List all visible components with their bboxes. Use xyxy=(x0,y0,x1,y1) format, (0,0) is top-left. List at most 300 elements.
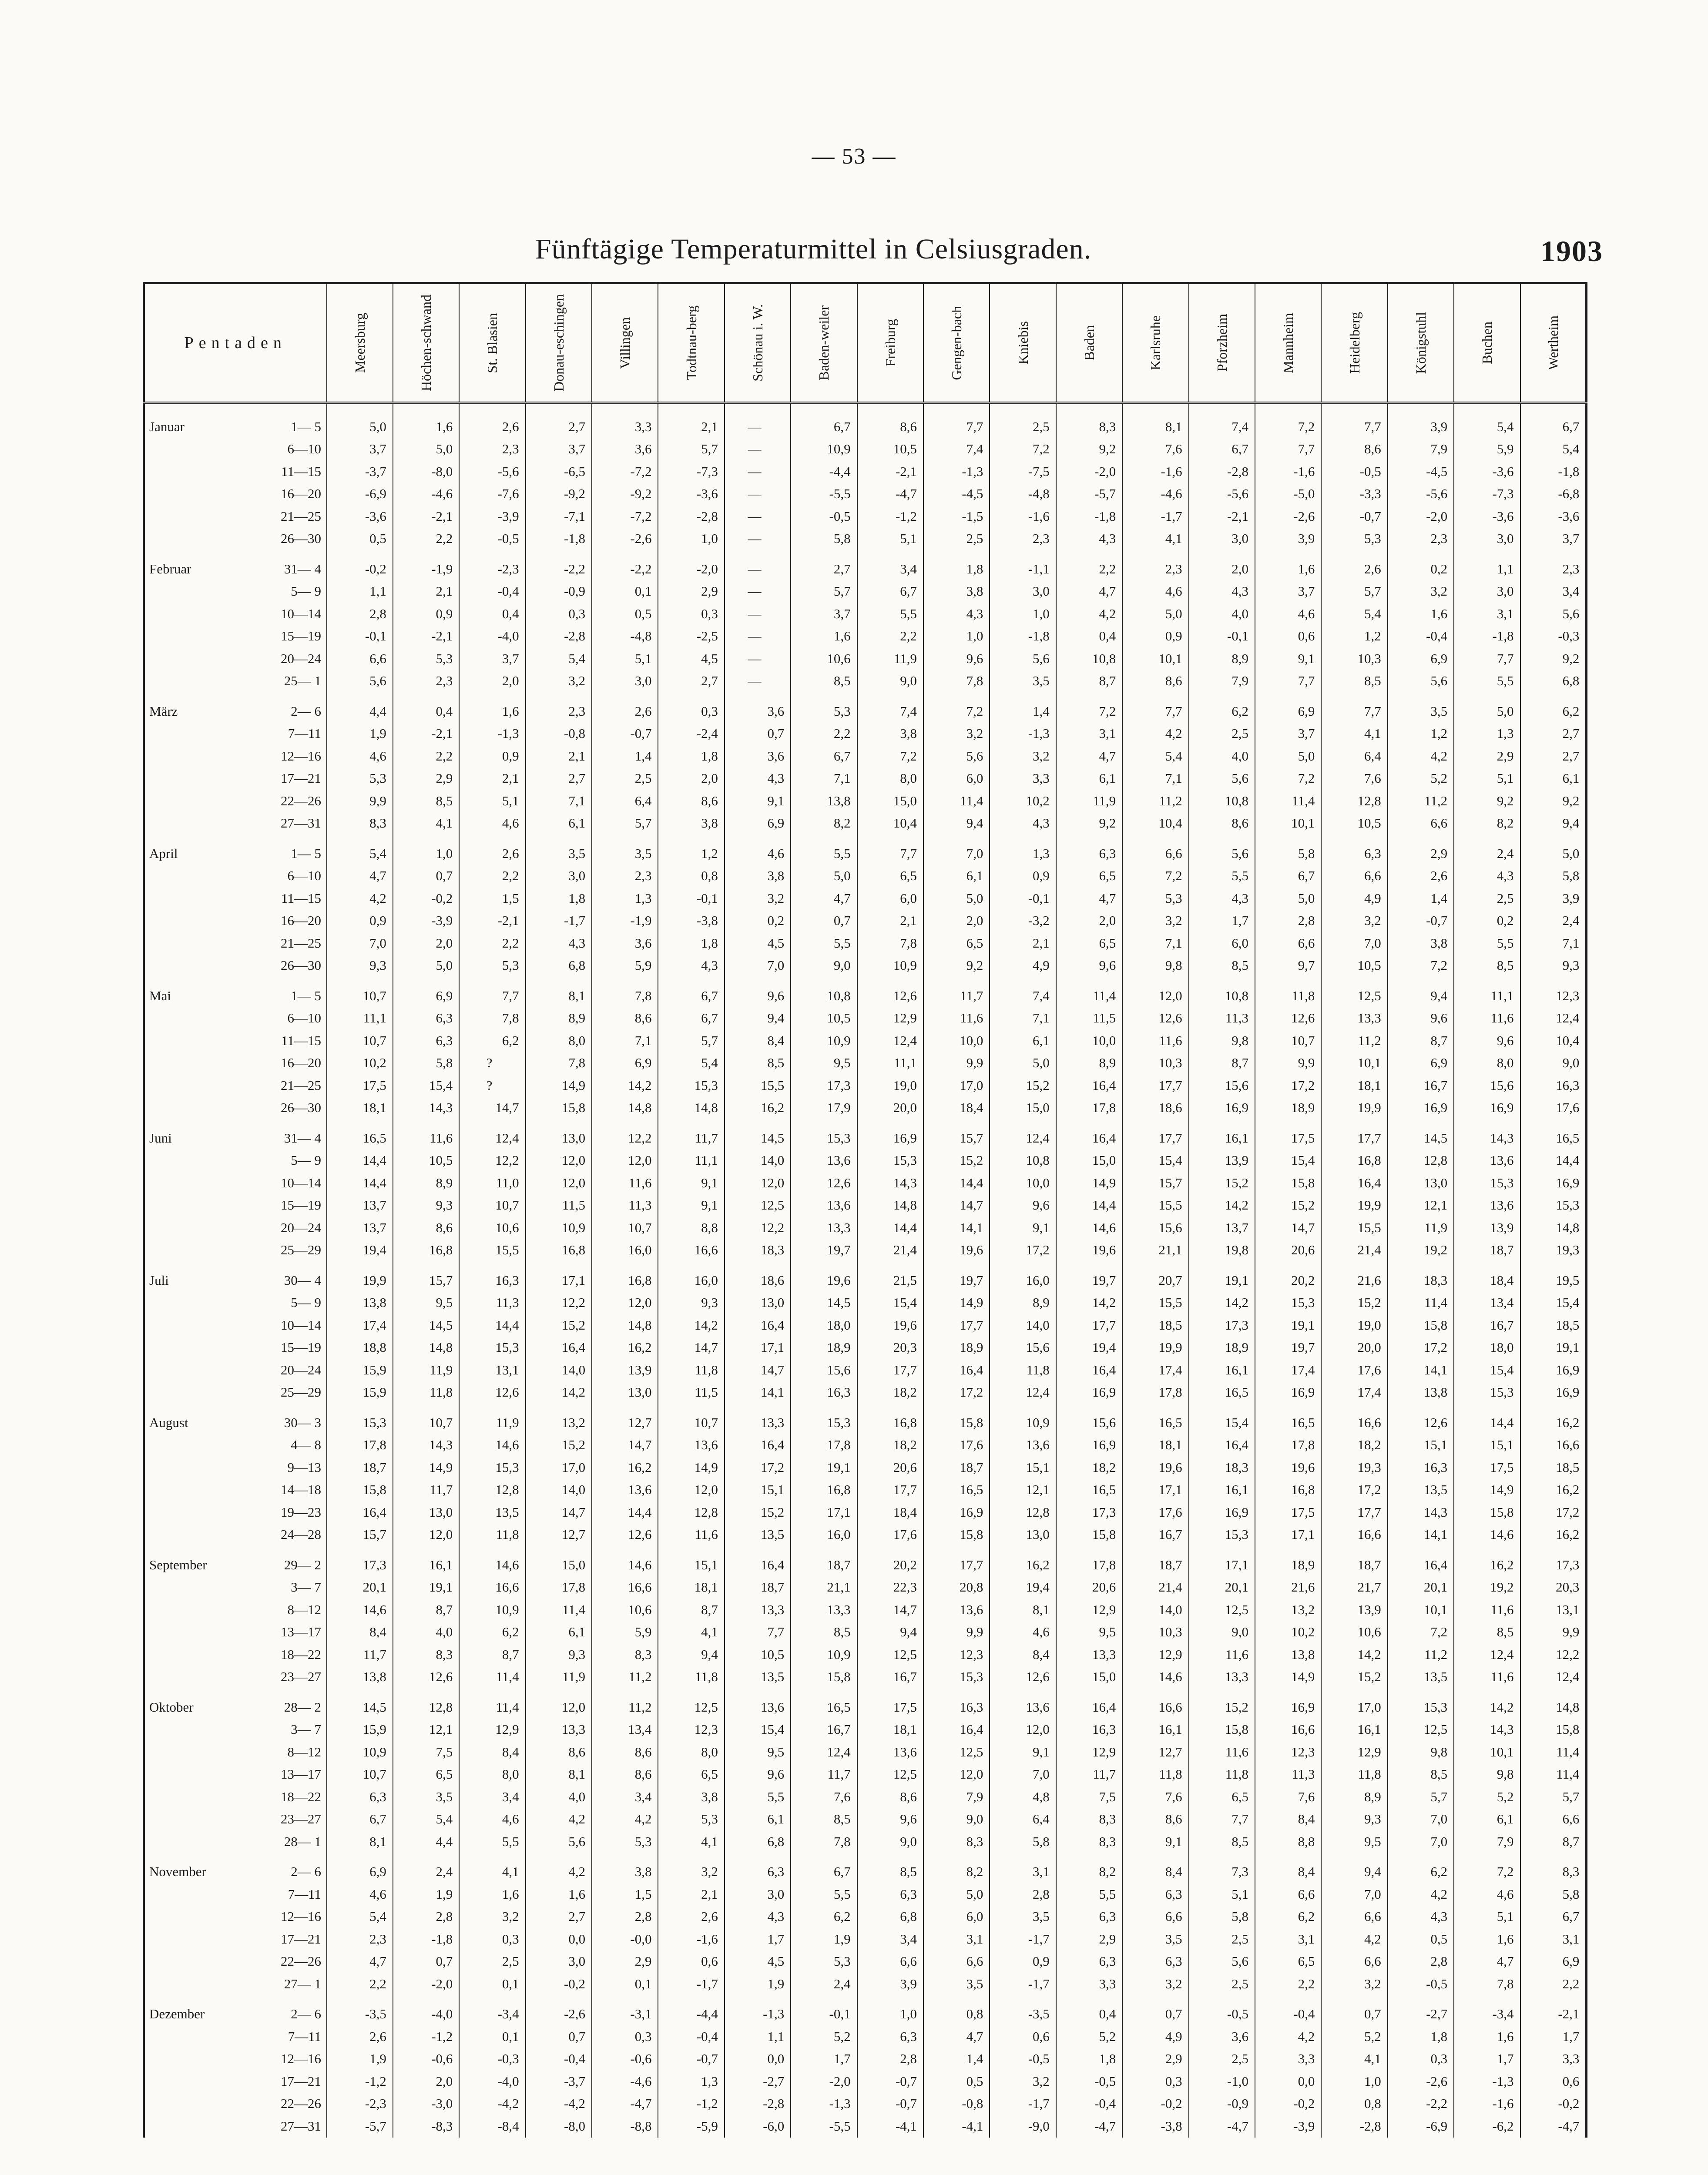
temperature-value: -4,5 xyxy=(923,483,990,506)
temperature-value: 7,0 xyxy=(1321,1883,1387,1906)
temperature-value: -5,6 xyxy=(1388,483,1454,506)
temperature-value: 11,6 xyxy=(923,1007,990,1030)
temperature-value: 15,5 xyxy=(1321,1217,1387,1239)
temperature-value: -2,1 xyxy=(393,625,459,648)
temperature-value: 15,9 xyxy=(327,1719,393,1741)
temperature-value: 5,6 xyxy=(1189,1950,1255,1973)
temperature-value: -7,2 xyxy=(592,460,658,483)
temperature-value: -2,1 xyxy=(1189,505,1255,528)
temperature-value: 9,5 xyxy=(725,1741,791,1763)
temperature-value: 7,8 xyxy=(592,985,658,1007)
table-row xyxy=(144,1456,1587,1479)
temperature-value: 6,8 xyxy=(526,955,592,977)
temperature-value: 15,0 xyxy=(1056,1149,1122,1172)
temperature-value: 2,5 xyxy=(1189,723,1255,745)
temperature-value: 0,5 xyxy=(923,2070,990,2093)
pentade-range: 18—22 xyxy=(281,1646,321,1662)
temperature-value: 15,6 xyxy=(1189,1074,1255,1097)
temperature-value: 12,6 xyxy=(857,985,923,1007)
temperature-value: 16,8 xyxy=(857,1411,923,1434)
temperature-value: 6,9 xyxy=(1388,647,1454,670)
temperature-value: 4,3 xyxy=(1454,865,1520,888)
table-row xyxy=(144,1337,1587,1359)
pentade-range: 30— 4 xyxy=(284,1272,321,1288)
temperature-value: -4,7 xyxy=(592,2093,658,2115)
pentade-cell xyxy=(144,1359,327,1381)
month-label: September xyxy=(149,1557,207,1572)
temperature-value: 4,1 xyxy=(1122,528,1188,550)
temperature-value: 6,7 xyxy=(791,745,857,767)
temperature-value: 18,0 xyxy=(1454,1337,1520,1359)
temperature-value: 16,0 xyxy=(658,1269,724,1292)
temperature-value: 6,6 xyxy=(1255,1883,1321,1906)
pentade-cell xyxy=(144,1554,327,1576)
temperature-value: 5,5 xyxy=(1056,1883,1122,1906)
temperature-value: 15,8 xyxy=(923,1524,990,1546)
temperature-value: 12,8 xyxy=(1321,790,1387,812)
temperature-value: 9,6 xyxy=(923,647,990,670)
temperature-value: 3,1 xyxy=(1056,723,1122,745)
temperature-value: -6,8 xyxy=(1520,483,1587,506)
temperature-value: 1,8 xyxy=(526,887,592,910)
table-row xyxy=(144,1786,1587,1808)
temperature-value: 12,0 xyxy=(393,1524,459,1546)
temperature-value: 11,2 xyxy=(592,1696,658,1719)
temperature-value: 0,5 xyxy=(327,528,393,550)
table-row xyxy=(144,1269,1587,1292)
temperature-value: 8,6 xyxy=(857,416,923,438)
temperature-value: 9,3 xyxy=(526,1643,592,1666)
temperature-value: 10,5 xyxy=(725,1643,791,1666)
temperature-value: 6,3 xyxy=(393,1007,459,1030)
temperature-value: 14,5 xyxy=(725,1127,791,1149)
temperature-value: 13,0 xyxy=(526,1127,592,1149)
temperature-value: 2,1 xyxy=(393,580,459,603)
pentade-cell xyxy=(144,1883,327,1906)
temperature-value: 16,5 xyxy=(1189,1381,1255,1404)
pentade-range: 26—30 xyxy=(281,1100,321,1116)
temperature-value: 14,2 xyxy=(1056,1292,1122,1314)
temperature-value: 16,9 xyxy=(1520,1381,1587,1404)
pentade-range: 26—30 xyxy=(281,531,321,546)
temperature-value: 14,1 xyxy=(1388,1524,1454,1546)
temperature-value: 12,0 xyxy=(1122,985,1188,1007)
temperature-value: 17,2 xyxy=(1520,1501,1587,1524)
temperature-value: 11,1 xyxy=(327,1007,393,1030)
temperature-value: 16,9 xyxy=(1520,1359,1587,1381)
pentade-cell xyxy=(144,1127,327,1149)
temperature-value: 15,4 xyxy=(725,1719,791,1741)
temperature-value: 14,4 xyxy=(459,1314,525,1337)
pentade-range: 6—10 xyxy=(287,1010,321,1026)
temperature-value: 12,1 xyxy=(393,1719,459,1741)
temperature-value: 5,4 xyxy=(1122,745,1188,767)
temperature-value: -2,8 xyxy=(526,625,592,648)
temperature-value: 8,5 xyxy=(1388,1763,1454,1786)
temperature-value: 6,7 xyxy=(1189,438,1255,461)
temperature-value: 4,6 xyxy=(459,1808,525,1831)
temperature-value: 5,0 xyxy=(1122,603,1188,625)
station-name: Meersburg xyxy=(352,312,368,373)
table-row xyxy=(144,528,1587,550)
pentade-cell xyxy=(144,700,327,723)
temperature-value: 3,5 xyxy=(1122,1928,1188,1950)
temperature-value: 3,7 xyxy=(1255,723,1321,745)
temperature-value: 15,2 xyxy=(725,1501,791,1524)
temperature-value: 18,6 xyxy=(1122,1097,1188,1119)
temperature-value: 7,8 xyxy=(791,1830,857,1853)
temperature-value: 12,9 xyxy=(1056,1741,1122,1763)
pentade-cell xyxy=(144,1928,327,1950)
temperature-value: 7,8 xyxy=(923,670,990,693)
temperature-value: 11,7 xyxy=(658,1127,724,1149)
temperature-value: 18,3 xyxy=(1189,1456,1255,1479)
temperature-value: 10,5 xyxy=(1321,812,1387,835)
table-row xyxy=(144,1621,1587,1644)
temperature-value: 8,7 xyxy=(1056,670,1122,693)
temperature-value: 7,6 xyxy=(1255,1786,1321,1808)
temperature-value: -5,9 xyxy=(658,2115,724,2138)
temperature-value: 16,4 xyxy=(1388,1554,1454,1576)
temperature-value: 16,1 xyxy=(1189,1359,1255,1381)
temperature-value: 13,8 xyxy=(1255,1643,1321,1666)
temperature-value: 15,4 xyxy=(393,1074,459,1097)
temperature-value: 6,3 xyxy=(327,1786,393,1808)
table-row xyxy=(144,1007,1587,1030)
temperature-value: 14,0 xyxy=(990,1314,1056,1337)
temperature-value: 11,4 xyxy=(459,1696,525,1719)
temperature-value: 9,6 xyxy=(1056,955,1122,977)
pentade-cell xyxy=(144,1741,327,1763)
temperature-value: 6,0 xyxy=(923,767,990,790)
table-row xyxy=(144,1172,1587,1194)
pentade-cell xyxy=(144,1666,327,1689)
temperature-value: 11,4 xyxy=(923,790,990,812)
temperature-value: 12,6 xyxy=(459,1381,525,1404)
pentade-cell xyxy=(144,790,327,812)
temperature-value: 11,4 xyxy=(459,1666,525,1689)
temperature-value: 9,5 xyxy=(1056,1621,1122,1644)
table-row xyxy=(144,1239,1587,1262)
temperature-value: 12,4 xyxy=(791,1741,857,1763)
temperature-value: 10,6 xyxy=(459,1217,525,1239)
temperature-value: 4,9 xyxy=(1321,887,1387,910)
temperature-value: 10,7 xyxy=(592,1217,658,1239)
temperature-value: 22,3 xyxy=(857,1576,923,1599)
temperature-value: 8,5 xyxy=(1454,1621,1520,1644)
temperature-value: 12,5 xyxy=(725,1194,791,1217)
temperature-value: -3,7 xyxy=(526,2070,592,2093)
table-row xyxy=(144,1741,1587,1763)
temperature-value: 2,9 xyxy=(1454,745,1520,767)
temperature-value: 8,5 xyxy=(393,790,459,812)
temperature-value: 13,9 xyxy=(1321,1599,1387,1621)
temperature-value: 11,3 xyxy=(459,1292,525,1314)
temperature-value: 5,5 xyxy=(1454,932,1520,955)
temperature-value: — xyxy=(725,647,791,670)
temperature-value: -0,7 xyxy=(1388,910,1454,932)
temperature-value: 12,3 xyxy=(923,1643,990,1666)
temperature-value: 14,2 xyxy=(526,1381,592,1404)
temperature-value: 7,1 xyxy=(791,767,857,790)
temperature-value: 13,6 xyxy=(1454,1149,1520,1172)
temperature-value: 11,6 xyxy=(658,1524,724,1546)
pentade-cell xyxy=(144,767,327,790)
temperature-value: 8,5 xyxy=(1454,955,1520,977)
pentade-range: 23—27 xyxy=(281,1669,321,1685)
temperature-value: -1,8 xyxy=(1056,505,1122,528)
temperature-value: 11,4 xyxy=(1255,790,1321,812)
pentade-range: 20—24 xyxy=(281,1220,321,1235)
temperature-value: 19,9 xyxy=(1321,1194,1387,1217)
pentade-range: 13—17 xyxy=(281,1766,321,1782)
temperature-value: 6,5 xyxy=(658,1763,724,1786)
temperature-value: 21,4 xyxy=(1321,1239,1387,1262)
temperature-value: 10,9 xyxy=(990,1411,1056,1434)
temperature-value: 10,9 xyxy=(327,1741,393,1763)
temperature-value: 3,7 xyxy=(1520,528,1587,550)
temperature-value: 0,3 xyxy=(658,603,724,625)
temperature-value: -4,6 xyxy=(1122,483,1188,506)
temperature-value: 0,5 xyxy=(592,603,658,625)
temperature-value: 16,5 xyxy=(327,1127,393,1149)
pentade-cell xyxy=(144,887,327,910)
temperature-value: 17,0 xyxy=(1321,1696,1387,1719)
temperature-value: 13,1 xyxy=(459,1359,525,1381)
station-name: Höchen-schwand xyxy=(418,294,434,392)
temperature-value: 8,4 xyxy=(1255,1808,1321,1831)
temperature-value: 6,7 xyxy=(857,580,923,603)
temperature-value: 17,6 xyxy=(1321,1359,1387,1381)
temperature-value: 7,7 xyxy=(459,985,525,1007)
temperature-value: 8,6 xyxy=(1189,812,1255,835)
temperature-value: 2,9 xyxy=(658,580,724,603)
temperature-value: 16,5 xyxy=(1122,1411,1188,1434)
temperature-value: 8,6 xyxy=(526,1741,592,1763)
temperature-value: 2,6 xyxy=(459,416,525,438)
temperature-value: 14,0 xyxy=(526,1479,592,1501)
temperature-value: -0,7 xyxy=(857,2093,923,2115)
temperature-value: 18,2 xyxy=(1056,1456,1122,1479)
temperature-value: 5,5 xyxy=(1454,670,1520,693)
temperature-value: 5,4 xyxy=(1454,416,1520,438)
temperature-value: -2,3 xyxy=(459,558,525,580)
temperature-value: 11,6 xyxy=(1189,1643,1255,1666)
temperature-value: — xyxy=(725,558,791,580)
temperature-value: -1,2 xyxy=(327,2070,393,2093)
temperature-value: 13,2 xyxy=(526,1411,592,1434)
temperature-value: 20,1 xyxy=(1189,1576,1255,1599)
temperature-value: 2,5 xyxy=(1189,2048,1255,2071)
temperature-value: 13,3 xyxy=(725,1599,791,1621)
temperature-value: 13,6 xyxy=(990,1434,1056,1457)
temperature-value: 17,5 xyxy=(857,1696,923,1719)
temperature-value: 7,0 xyxy=(1321,932,1387,955)
pentade-cell xyxy=(144,1292,327,1314)
pentade-cell xyxy=(144,1194,327,1217)
temperature-value: 5,5 xyxy=(791,842,857,865)
temperature-value: 8,2 xyxy=(1056,1861,1122,1883)
temperature-value: 17,0 xyxy=(923,1074,990,1097)
temperature-value: -2,0 xyxy=(1056,460,1122,483)
temperature-value: 3,6 xyxy=(1189,2025,1255,2048)
month-gap-row xyxy=(144,834,1587,842)
table-row xyxy=(144,1554,1587,1576)
temperature-value: 5,6 xyxy=(526,1830,592,1853)
temperature-value: 13,8 xyxy=(791,790,857,812)
temperature-value: 13,0 xyxy=(393,1501,459,1524)
temperature-value: 8,5 xyxy=(725,1052,791,1075)
temperature-value: 6,5 xyxy=(1255,1950,1321,1973)
pentade-range: 22—26 xyxy=(281,2096,321,2111)
temperature-value: 3,0 xyxy=(725,1883,791,1906)
temperature-value: 4,3 xyxy=(1388,1906,1454,1928)
temperature-value: 16,8 xyxy=(1321,1149,1387,1172)
temperature-value: 7,7 xyxy=(725,1621,791,1644)
station-column-header xyxy=(1520,283,1587,403)
temperature-value: 9,4 xyxy=(1388,985,1454,1007)
temperature-value: 16,6 xyxy=(1321,1411,1387,1434)
temperature-value: 21,1 xyxy=(791,1576,857,1599)
temperature-value: 19,7 xyxy=(791,1239,857,1262)
temperature-value: 2,1 xyxy=(990,932,1056,955)
temperature-value: 17,9 xyxy=(791,1097,857,1119)
temperature-value: 7,0 xyxy=(327,932,393,955)
temperature-value: 18,4 xyxy=(857,1501,923,1524)
temperature-value: 15,4 xyxy=(1255,1149,1321,1172)
temperature-value: -0,5 xyxy=(1056,2070,1122,2093)
temperature-value: 2,5 xyxy=(1189,1928,1255,1950)
temperature-value: 5,2 xyxy=(1454,1786,1520,1808)
temperature-value: 15,8 xyxy=(526,1097,592,1119)
temperature-value: 2,3 xyxy=(393,670,459,693)
table-row xyxy=(144,842,1587,865)
temperature-value: -3,7 xyxy=(327,460,393,483)
temperature-value: 10,1 xyxy=(1321,1052,1387,1075)
temperature-value: -0,2 xyxy=(327,558,393,580)
temperature-value: 0,5 xyxy=(1388,1928,1454,1950)
temperature-value: 2,5 xyxy=(1454,887,1520,910)
temperature-value: 4,4 xyxy=(393,1830,459,1853)
temperature-value: 15,5 xyxy=(459,1239,525,1262)
temperature-value: 16,8 xyxy=(393,1239,459,1262)
temperature-value: 8,5 xyxy=(1189,1830,1255,1853)
temperature-value: 0,9 xyxy=(393,603,459,625)
pentade-cell xyxy=(144,647,327,670)
temperature-value: 4,6 xyxy=(1122,580,1188,603)
temperature-value: 4,3 xyxy=(1189,580,1255,603)
temperature-value: 14,5 xyxy=(393,1314,459,1337)
temperature-value: 2,0 xyxy=(459,670,525,693)
temperature-value: 9,1 xyxy=(658,1194,724,1217)
table-row xyxy=(144,1576,1587,1599)
temperature-value: 7,1 xyxy=(990,1007,1056,1030)
temperature-value: 13,8 xyxy=(1388,1381,1454,1404)
temperature-value: 6,4 xyxy=(592,790,658,812)
temperature-value: 10,7 xyxy=(1255,1029,1321,1052)
temperature-value: 21,4 xyxy=(857,1239,923,1262)
temperature-value: -4,1 xyxy=(857,2115,923,2138)
temperature-value: ? xyxy=(459,1074,525,1097)
temperature-value: 5,9 xyxy=(592,1621,658,1644)
temperature-value: -9,2 xyxy=(526,483,592,506)
temperature-value: 15,0 xyxy=(1056,1666,1122,1689)
temperature-value: 18,3 xyxy=(725,1239,791,1262)
temperature-value: -1,3 xyxy=(923,460,990,483)
table-row xyxy=(144,985,1587,1007)
temperature-value: 12,5 xyxy=(857,1763,923,1786)
station-column-header xyxy=(725,283,791,403)
temperature-value: 14,7 xyxy=(592,1434,658,1457)
pentade-range: 11—15 xyxy=(281,1032,321,1048)
temperature-value: -4,0 xyxy=(459,2070,525,2093)
temperature-value: -1,3 xyxy=(459,723,525,745)
station-column-header xyxy=(1189,283,1255,403)
temperature-value: 4,6 xyxy=(1255,603,1321,625)
temperature-value: 3,1 xyxy=(1520,1928,1587,1950)
temperature-value: 4,2 xyxy=(526,1861,592,1883)
station-name: Königstuhl xyxy=(1413,312,1429,374)
table-row xyxy=(144,1292,1587,1314)
pentade-range: 1— 5 xyxy=(291,419,321,434)
temperature-value: 12,5 xyxy=(923,1741,990,1763)
temperature-value: 18,9 xyxy=(923,1337,990,1359)
temperature-value: -7,5 xyxy=(990,460,1056,483)
temperature-value: 16,3 xyxy=(791,1381,857,1404)
temperature-value: 7,7 xyxy=(1189,1808,1255,1831)
table-row xyxy=(144,1666,1587,1689)
pentade-range: 12—16 xyxy=(281,748,321,764)
temperature-value: 10,6 xyxy=(791,647,857,670)
pentade-range: 22—26 xyxy=(281,1954,321,1969)
temperature-value: 6,1 xyxy=(1056,767,1122,790)
temperature-value: -2,1 xyxy=(1520,2003,1587,2026)
temperature-value: 5,3 xyxy=(327,767,393,790)
temperature-value: 17,6 xyxy=(1520,1097,1587,1119)
temperature-value: 15,4 xyxy=(1122,1149,1188,1172)
temperature-value: 10,0 xyxy=(990,1172,1056,1194)
temperature-value: 17,8 xyxy=(1122,1381,1188,1404)
temperature-value: 16,4 xyxy=(725,1434,791,1457)
temperature-value: 6,6 xyxy=(1321,1950,1387,1973)
temperature-value: 16,9 xyxy=(1520,1172,1587,1194)
station-name: Freiburg xyxy=(882,319,898,367)
temperature-value: 9,5 xyxy=(1321,1830,1387,1853)
pentade-range: 5— 9 xyxy=(291,1295,321,1310)
temperature-value: 17,4 xyxy=(1122,1359,1188,1381)
pentade-range: 15—19 xyxy=(281,1340,321,1355)
temperature-value: 1,0 xyxy=(1321,2070,1387,2093)
temperature-value: 13,3 xyxy=(1189,1666,1255,1689)
temperature-value: -3,9 xyxy=(393,910,459,932)
temperature-value: 15,8 xyxy=(1388,1314,1454,1337)
temperature-value: 3,2 xyxy=(923,723,990,745)
temperature-value: 3,8 xyxy=(857,723,923,745)
temperature-value: -0,4 xyxy=(1056,2093,1122,2115)
temperature-value: 15,4 xyxy=(1189,1411,1255,1434)
table-row xyxy=(144,1599,1587,1621)
temperature-value: -1,8 xyxy=(1520,460,1587,483)
temperature-value: -8,3 xyxy=(393,2115,459,2138)
temperature-value: -0,0 xyxy=(592,1928,658,1950)
pentade-cell xyxy=(144,1830,327,1853)
temperature-value: 14,3 xyxy=(1454,1127,1520,1149)
temperature-value: 12,4 xyxy=(857,1029,923,1052)
temperature-value: 20,6 xyxy=(1056,1576,1122,1599)
temperature-value: -3,9 xyxy=(459,505,525,528)
temperature-value: 16,2 xyxy=(1454,1554,1520,1576)
temperature-value: 14,4 xyxy=(1056,1194,1122,1217)
